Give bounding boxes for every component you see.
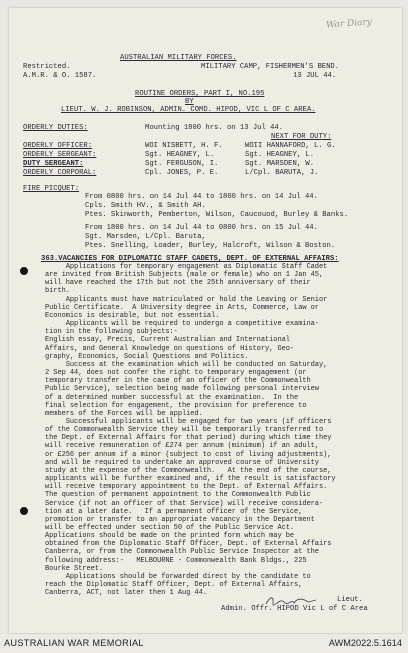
duty-role: ORDERLY CORPORAL:: [23, 169, 97, 177]
signatory-title: Admin. Offr. HIPOD Vic L of C Area: [221, 605, 368, 613]
next-for-duty-label: NEXT FOR DUTY:: [271, 133, 332, 141]
archive-footer: [0, 634, 408, 653]
title-line-3: LIEUT. W. J. ROBINSON, ADMIN. COMD. HIPOD, VIC L OF C AREA.: [61, 106, 316, 114]
restricted-label: Restricted.: [23, 63, 71, 71]
fire-picquet-line: From 0800 hrs. on 14 Jul 44 to 1800 hrs. on 14 Jul 44.: [85, 193, 318, 201]
signatory-rank: Lieut.: [337, 596, 363, 604]
archive-reference: AWM2022.5.1614: [328, 638, 402, 648]
duties-label: ORDERLY DUTIES:: [23, 124, 88, 132]
duty-current: WOI NISBETT, H. F.: [145, 142, 223, 150]
duty-current: Sgt. FERGUSON, I.: [145, 160, 219, 168]
punch-hole: [20, 267, 28, 275]
duty-current: Cpl. JONES, P. E.: [145, 169, 219, 177]
fire-picquet-line: Cpls. Smith HV., & Smith AH.: [85, 202, 206, 210]
fire-picquet-line: Ptes. Snelling, Loader, Burley, Halcroft, Wilson & Boston.: [85, 242, 336, 250]
duty-next: L/Cpl. BARUTA, J.: [245, 169, 319, 177]
duty-role: ORDERLY SERGEANT:: [23, 151, 97, 159]
duty-next: WOII HANNAFORD, L. G.: [245, 142, 336, 150]
duty-role: DUTY SERGEANT:: [23, 160, 84, 168]
duty-role: ORDERLY OFFICER:: [23, 142, 93, 150]
order-date: 13 JUL 44.: [293, 72, 337, 80]
title-line-2: BY: [185, 98, 194, 106]
order-363-text: Applications for temporary engagement as Diplomatic Staff Cadet are invited from British Subjects (male or female) who on 1 Jan 45, will have reached the 17th but not the 25th anniversary of their birth. Applicants must have matriculated or hold the Leaving or Senior Public Certificate. A University degree in Arts, Commerce, Law or Economics is desirable, but not essential. Applicants will be required to undergo a competitive examina- tion in the following subjects:- English essay, Precis, Current Australian and International Affairs, and General Knowledge on questions of History, Geo- graphy, Economics, Social Questions and Politics. Success at the examination which will be conducted on Saturday, 2 Sep 44, does not confer the right to temporary engagement (or temporary transfer in the case of an officer of the Commonwealth Public Service), selection being made following personal interview of a determined number successful at the examination. In the final selection for engagement, the provision for preference to members of the Forces will be applied. Successful applicants will be engaged for two years (if officers of the Commonwealth Service they will be temporarily transferred to the Dept. of External Affairs for that period) during which time they will receive remuneration of £274 per annum (minimum) if an adult, or £256 per annum if a minor (subject to cost of living adjustments), and will be required to undertake an approved course of University study at the expense of the Commonwealth. At the end of the course, applicants will be further examined and, if the result is satisfactory will receive temporary appointment to the Dept. of External Affairs. The question of permanent appointment to the Commonwealth Public Service (if not an officer of that Service) will receive considera- tion at a later date. If a permanent officer of the Service, promotion or transfer to an appropriate vacancy in the Department will be effected under section 50 of the Public Service Act. Applications should be made on the printed form which may be obtained from the Diplomatic Staff Officer, Dept. of External Affairs Canberra, or from the Commonwealth Public Service Inspector at the following address:- MELBOURNE - Commonwealth Bank Bldgs., 225 Bourke Street. Applications should be forwarded direct by the candidate to reach the Diplomatic Staff Officer, Dept. of External Affairs, Canberra, ACT, not later then 1 Aug 44.: [45, 263, 336, 598]
fire-picquet-label: FIRE PICQUET:: [23, 185, 80, 193]
mounting-time: Mounting 1800 hrs. on 13 Jul 44.: [145, 124, 284, 132]
fire-picquet-line: Sgt. Marsden, L/Cpl. Baruta,: [85, 233, 206, 241]
duty-current: Sgt. HEAGNEY, L.: [145, 151, 215, 159]
pencil-annotation: War Diary: [325, 17, 373, 31]
punch-hole: [20, 507, 28, 515]
fire-picquet-line: Ptes. Skinworth, Pemberton, Wilson, Caucouod, Burley & Banks.: [85, 211, 349, 219]
document-page: [9, 8, 402, 633]
duty-next: Sgt. HEAGNEY, L.: [245, 151, 315, 159]
duty-next: Sgt. MARSDEN, W.: [245, 160, 315, 168]
title-line-1: ROUTINE ORDERS, PART I, NO.195: [135, 90, 265, 98]
camp-name: MILITARY CAMP, FISHERMEN'S BEND.: [201, 63, 340, 71]
fire-picquet-line: From 1800 hrs. on 14 Jul 44 to 0800 hrs. on 15 Jul 44.: [85, 224, 318, 232]
archive-name: AUSTRALIAN WAR MEMORIAL: [4, 638, 144, 648]
org-heading: AUSTRALIAN MILITARY FORCES.: [120, 54, 237, 62]
order-363-heading: 363.VACANCIES FOR DIPLOMATIC STAFF CADETS, DEPT. OF EXTERNAL AFFAIRS:: [41, 255, 339, 263]
reference-number: A.M.R. & O. 1587.: [23, 72, 97, 80]
